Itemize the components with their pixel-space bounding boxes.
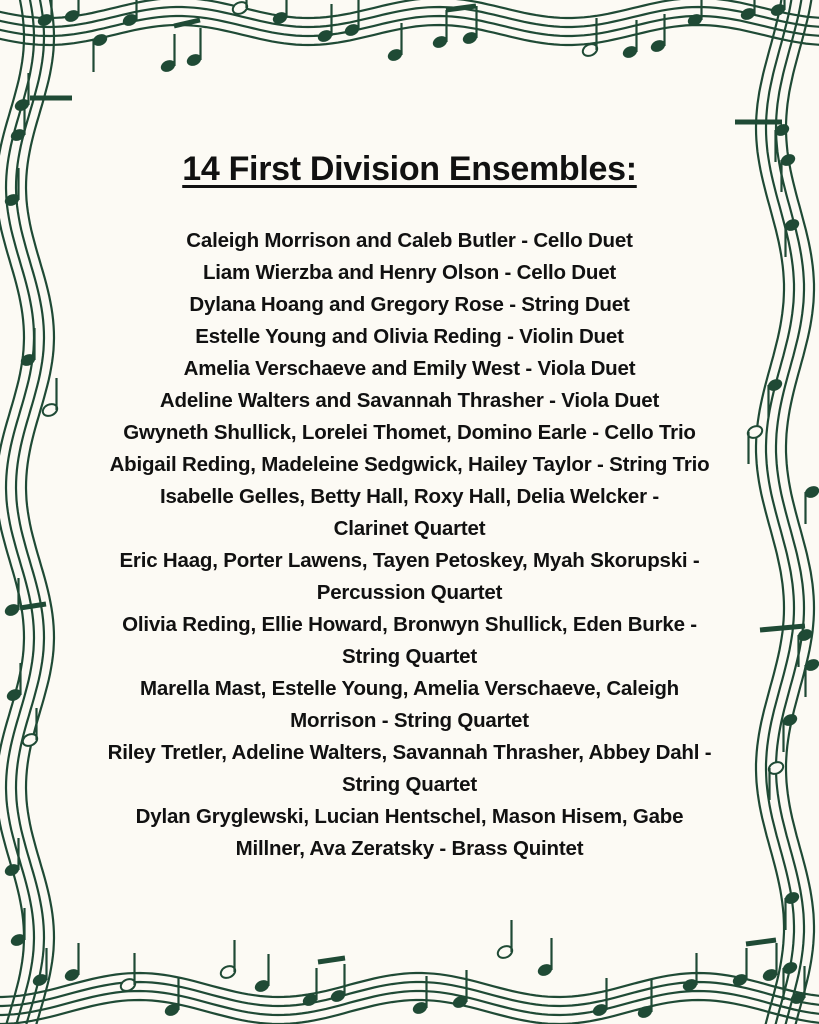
staff-line (26, 0, 54, 1024)
music-note-icon (219, 940, 237, 980)
staff-line (786, 0, 814, 1024)
staff-line (766, 0, 794, 1024)
ensemble-line: Morrison - String Quartet (290, 709, 529, 732)
music-note-icon (581, 18, 599, 58)
ensemble-line: Adeline Walters and Savannah Thrasher - Viola Duet (159, 389, 660, 412)
music-note-icon (731, 948, 749, 988)
music-note-icon (185, 28, 203, 68)
note-beam (318, 958, 345, 962)
music-note-icon (91, 32, 109, 72)
note-beam (760, 626, 805, 630)
ensemble-line: Riley Tretler, Adeline Walters, Savannah Thrasher, Abbey Dahl - (107, 741, 712, 764)
note-beam (746, 940, 776, 944)
ensemble-line: Gwyneth Shullick, Lorelei Thomet, Domino Earle - Cello Trio (123, 421, 696, 444)
ensemble-line: Dylana Hoang and Gregory Rose - String Duet (189, 293, 630, 316)
music-note-icon (19, 328, 37, 368)
music-note-icon (803, 484, 819, 524)
music-note-icon (803, 657, 819, 697)
ensemble-line: Olivia Reding, Ellie Howard, Bronwyn Shullick, Eden Burke - (122, 613, 697, 636)
staff-line (0, 25, 819, 45)
ensemble-line: Liam Wierzba and Henry Olson - Cello Duet (202, 261, 617, 284)
music-note-icon (343, 0, 361, 38)
music-note-icon (36, 0, 54, 28)
page-title: 14 First Division Ensembles: (182, 150, 637, 188)
ensemble-line: Estelle Young and Olivia Reding - Violin Duet (195, 325, 624, 348)
staff-line (0, 1000, 819, 1024)
staff-line (756, 0, 784, 1024)
music-note-icon (3, 578, 21, 618)
music-note-icon (63, 0, 81, 24)
ensemble-line: Marella Mast, Estelle Young, Amelia Verschaeve, Caleigh (140, 677, 679, 700)
music-note-icon (761, 943, 779, 983)
music-note-icon (253, 954, 271, 994)
music-note-icon (316, 4, 334, 44)
music-note-icon (591, 978, 609, 1018)
ensemble-line: Clarinet Quartet (333, 517, 486, 540)
ensemble-line: Caleigh Morrison and Caleb Butler - Cello Duet (186, 229, 633, 252)
music-note-icon (271, 0, 289, 26)
ensemble-line: Dylan Gryglewski, Lucian Hentschel, Mason Hisem, Gabe (135, 805, 684, 828)
staff-line (0, 991, 819, 1015)
ensemble-line: Eric Haag, Porter Lawens, Tayen Petoskey, Myah Skorupski - (119, 549, 700, 572)
music-note-icon (63, 943, 81, 983)
music-note-icon (159, 34, 177, 74)
staff-line (776, 0, 804, 1024)
ensemble-line: Isabelle Gelles, Betty Hall, Roxy Hall, Delia Welcker - (159, 485, 660, 508)
ensemble-line: Percussion Quartet (316, 581, 503, 604)
ensemble-line: String Quartet (341, 773, 477, 796)
music-note-icon (536, 938, 554, 978)
ensemble-line: String Quartet (341, 645, 477, 668)
music-note-icon (769, 0, 787, 18)
ensemble-line: Amelia Verschaeve and Emily West - Viola Duet (183, 357, 636, 380)
ensemble-line: Millner, Ava Zeratsky - Brass Quintet (235, 837, 584, 860)
music-note-icon (496, 920, 514, 960)
ensemble-list (80, 225, 739, 865)
music-note-icon (686, 0, 704, 28)
music-note-icon (5, 663, 23, 703)
music-note-icon (329, 964, 347, 1004)
ensemble-line: Abigail Reding, Madeleine Sedgwick, Hailey Taylor - String Trio (109, 453, 710, 476)
main-content (80, 150, 739, 865)
